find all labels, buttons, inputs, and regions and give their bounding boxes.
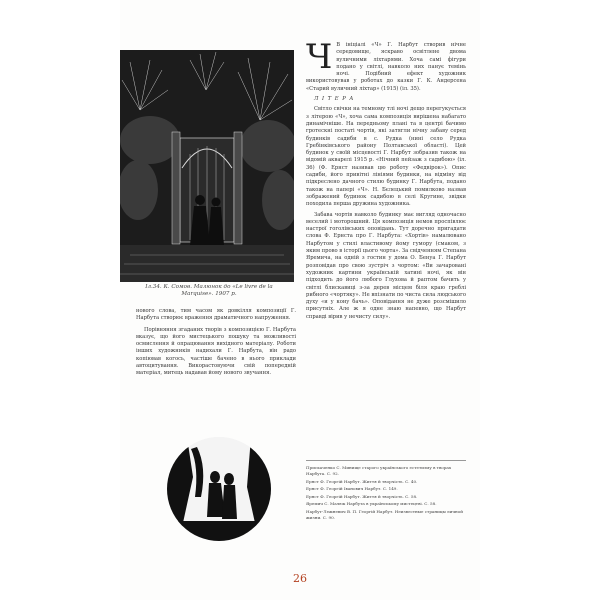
footnote: Нарбут-Лежневич В. П. Георгій Нарбут. Неизвестные страницы личной жизни. С. 90. [306,508,463,520]
footnotes [306,460,466,522]
paragraph: Порівняння згаданих творів з композицією Г. Нарбута вказує, що його мистецького пошуку та можливості осмислення й опрацювання вихідного матеріалу. Роботи інших художників надихали Г. Нарбута, він радо копіював когось, частіше бачено в нього приклади автоцитування. Викорастовуючи свій попередній матеріал, митець надавав йому нового звучання. [136,326,296,377]
vignette-silhouette-illustration [167,437,271,541]
footnote: Яремич С. Малюк Нарбута в українському мистецтві. С. 58. [306,501,437,506]
paragraph: В ініціалі «Ч» Г. Нарбут створив нічне середовище, яскраво освітлене двома вуличними ліхтарями. Хоча самі фігури подано у світлі, навколо них панує темінь ночі. Подібний ефект художник використовував у роботах до казки Г. К. Андерсена «Старий вуличний ліхтар» (1915) (іл. 35). [306,42,466,92]
paragraph: нового слова, тим часом як довкілля композиції Г. Нарбута створює враження драматичного напруження. [136,308,296,322]
footnote: Ернст Ф. Георгій Іванович Нарбут. С. 149. [306,486,398,491]
page-number: 26 [293,572,307,585]
footnote: Прискаченко С. Минище старого українського естетизму в творах Нарбута. С. 92. [306,465,452,476]
left-column-text [136,308,296,382]
drop-cap-label: Л І Т Е Р А [314,96,355,103]
paragraph: Світло свічки на темному тлі ночі дещо перегукується з літерою «Ч», хоча сама композиція вирішена набагато динамічніше. На передньому плані та в центрі бачимо гротескні постаті чортів, які затягли нічну забаву серед будинків садиби в с. Рудка (нині село Рудка Гребінківського району Полтавської області). Цей будинок у своїй місцевості Г. Нарбут зобразив також на відомій акварелі 1915 р. «Нічний пейзаж з садибою» (іл. 36) (Ф. Ернст називав цю роботу «Федвірок»). Опис садиби, його привітні лініями будинки, на відміну від підкреслено дачного стилю будинку Г. Нарбута, подано також на папері «Ч». Н. Бєлецький помилково назвав зображений будинок садибою в селі Кругине, звідки походила перша дружина художника. [306,106,466,208]
footnote: Ернст Ф. Георгій Нарбут. Життя й творчість. С. 40. [306,478,418,484]
right-column-text [306,42,466,324]
drop-cap-initial: Ч [306,42,333,77]
figure-caption: Іл.34. К. Сомов. Малюнок до «Le livre de la Marquise». 1907 р. [145,284,273,298]
illustration-engraving [120,50,294,282]
footnote: Ернст Ф. Георгій Нарбут. Життя й творчість. С. 58. [306,493,418,499]
paragraph: Забава чортів навколо будинку має вигляд одночасно веселий і моторошний. Ця композиція немов проспівлює настрої гоголівських оповідань. Тут доречно пригадати слова Ф. Ернста про Г. Нарбута: «Хортів» намалювано Нарбутом у стилі властивому йому гумору (смаком, з яким прово в історії цього чорта». За свідченням Степана Яремича, на одній з гостин у дома О. Бенуа Г. Нарбут розповідав про свою зустріч з чортом: «Ви зачаровані художник картини українській хатині ночі, як він підходить до його любого Глухова й раптом бачить у світлі блискавиці з-за дерев місцем біля краю греблі рибного «чортяку». Не впізнати по чиста сила людського духу «и у кону бачь». Оповідання не дуже розсмішило присутніх. Але ж я одне знаю напевно, що Нарбут справді вірив у нечисту силу». [306,211,466,320]
